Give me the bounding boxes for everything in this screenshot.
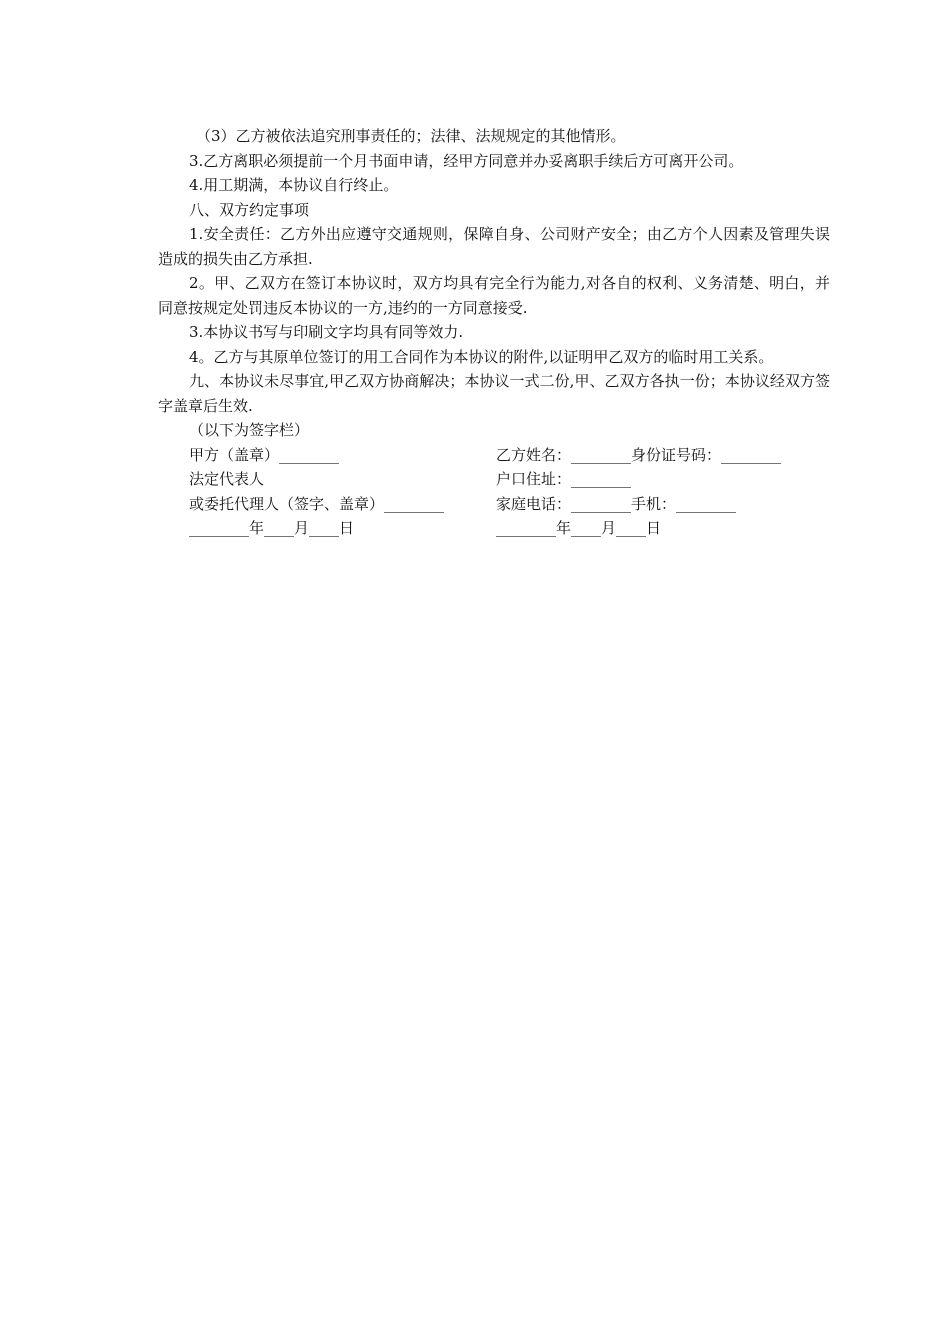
- clause-8-4: 4。乙方与其原单位签订的用工合同作为本协议的附件,以证明甲乙双方的临时用工关系。: [189, 347, 774, 366]
- signature-row: [158, 516, 830, 541]
- party-a-seal-field: 甲方（盖章）________: [189, 445, 340, 464]
- signature-heading: （以下为签字栏）: [189, 421, 310, 439]
- party-b-phone-field: 家庭电话：________手机：________: [496, 494, 737, 513]
- legal-representative-label: 法定代表人: [189, 470, 265, 488]
- signature-row: [158, 492, 830, 517]
- signature-block: [158, 443, 830, 541]
- party-b-date-field: ________年____月____日: [496, 519, 662, 537]
- section-9: 九、本协议未尽事宜,甲乙双方协商解决；本协议一式二份,甲、乙双方各执一份；本协议经双方签字盖章后生效.: [158, 372, 830, 415]
- clause-8-1: 1.安全责任：乙方外出应遵守交通规则，保障自身、公司财产安全；由乙方个人因素及管理失误造成的损失由乙方承担.: [158, 225, 830, 268]
- clause-7-2-3: （3）乙方被依法追究刑事责任的；法律、法规规定的其他情形。: [196, 127, 626, 145]
- party-b-address-field: 户口住址：________: [496, 470, 632, 488]
- signature-row: [158, 443, 830, 468]
- clause-7-4: 4.用工期满，本协议自行终止。: [189, 176, 399, 194]
- party-a-date-field: ________年____月____日: [189, 519, 355, 537]
- authorized-agent-field: 或委托代理人（签字、盖章）________: [189, 494, 445, 513]
- clause-7-3: 3.乙方离职必须提前一个月书面申请，经甲方同意并办妥离职手续后方可离开公司。: [189, 151, 744, 170]
- section-8-heading: 八、双方约定事项: [189, 200, 310, 219]
- party-b-name-id-field: 乙方姓名：________身份证号码：________: [496, 445, 782, 464]
- signature-row: [158, 467, 830, 492]
- clause-8-2: 2。甲、乙双方在签订本协议时，双方均具有完全行为能力,对各自的权利、义务清楚、明白，并同意按规定处罚违反本协议的一方,违约的一方同意接受.: [158, 274, 830, 317]
- clause-8-3: 3.本协议书写与印刷文字均具有同等效力.: [189, 323, 464, 341]
- document-body: [158, 124, 830, 541]
